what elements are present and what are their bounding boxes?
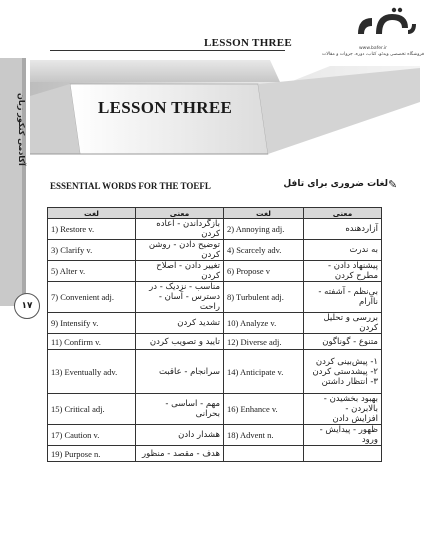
pen-icon: ✎ (388, 179, 398, 191)
meaning-line: هشدار دادن (178, 430, 220, 440)
word-cell: 18) Advent n. (224, 425, 304, 446)
table-row (48, 313, 382, 334)
header-lesson-label: LESSON THREE (204, 37, 293, 49)
meaning-line: آزاردهنده (345, 224, 378, 234)
meaning-cell (304, 261, 382, 282)
table-row (48, 282, 382, 313)
meaning-line: هدف - مقصد - منظور (142, 448, 220, 459)
banner-title: LESSON THREE (98, 98, 233, 117)
meaning-line: ۲- پیشدستی کردن (312, 366, 378, 377)
word-cell: 1) Restore v. (48, 219, 136, 240)
section-title-en: ESSENTIAL WORDS FOR THE TOEFL (50, 181, 211, 191)
meaning-cell (136, 334, 224, 350)
meaning-line: بازگرداندن - اعاده کردن (156, 219, 220, 239)
meaning-line: بررسی و تحلیل کردن (323, 313, 378, 333)
word-cell: 9) Intensify v. (48, 313, 136, 334)
meaning-line: ۳- انتظار داشتن (321, 376, 378, 387)
meaning-line: پیشنهاد دادن - مطرح کردن (327, 261, 378, 281)
word-cell: 6) Propose v (224, 261, 304, 282)
meaning-line: توضیح دادن - روشن کردن (148, 240, 220, 260)
meaning-cell (136, 394, 224, 425)
meaning-cell (304, 282, 382, 313)
meaning-line: سرانجام - عاقبت (159, 366, 220, 377)
table-row (48, 240, 382, 261)
logo-site: www.bafer.ir (359, 46, 387, 51)
meaning-cell (304, 425, 382, 446)
side-title: آکادمی کنکور زبان (17, 92, 26, 166)
meaning-cell (136, 282, 224, 313)
logo-tagline: فروشگاه تخصصی ویدئو، کتاب، دوره، جزوات و مقالات (321, 52, 424, 57)
meaning-cell (136, 425, 224, 446)
word-cell: 12) Diverse adj. (224, 334, 304, 350)
word-cell: 14) Anticipate v. (224, 350, 304, 394)
meaning-line: افزایش دادن (332, 414, 378, 424)
meaning-cell (136, 240, 224, 261)
header-word-1: لغت (48, 208, 136, 219)
meaning-line: مهم - اساسی - بحرانی (165, 399, 220, 419)
table-row (48, 334, 382, 350)
word-cell (224, 446, 304, 462)
meaning-cell (304, 240, 382, 261)
header-meaning-2: معنی (304, 208, 382, 219)
meaning-cell (304, 350, 382, 394)
word-cell: 3) Clarify v. (48, 240, 136, 261)
word-cell: 2) Annoying adj. (224, 219, 304, 240)
word-cell: 10) Analyze v. (224, 313, 304, 334)
meaning-cell (304, 313, 382, 334)
word-cell: 7) Convenient adj. (48, 282, 136, 313)
word-cell: 15) Critical adj. (48, 394, 136, 425)
meaning-cell (136, 261, 224, 282)
word-cell: 17) Caution v. (48, 425, 136, 446)
meaning-cell (304, 394, 382, 425)
table-row (48, 425, 382, 446)
meaning-cell (136, 350, 224, 394)
header-meaning-1: معنی (136, 208, 224, 219)
vocabulary-table (47, 207, 382, 462)
meaning-line: تایید و تصویب کردن (149, 336, 220, 347)
section-title-fa: لغات ضروری برای تافل (283, 179, 388, 189)
word-cell: 4) Scarcely adv. (224, 240, 304, 261)
meaning-line: بهبود بخشیدن - بالابردن - (323, 394, 378, 414)
meaning-cell (136, 313, 224, 334)
meaning-line: دسترس - آسان - راحت (158, 292, 220, 312)
meaning-cell (136, 219, 224, 240)
word-cell: 16) Enhance v. (224, 394, 304, 425)
table-row (48, 394, 382, 425)
meaning-cell (304, 219, 382, 240)
meaning-cell (136, 446, 224, 462)
table-row (48, 446, 382, 462)
word-cell: 19) Purpose n. (48, 446, 136, 462)
meaning-line: ظهور - پیدایش - ورود (319, 425, 378, 445)
meaning-line: به ندرت (349, 245, 378, 255)
meaning-line: مناسب - نزدیک - در (149, 282, 220, 292)
page-number: ۱۷ (14, 293, 40, 319)
meaning-line: بی‌نظم - آشفته - ناآرام (318, 287, 378, 307)
word-cell: 5) Alter v. (48, 261, 136, 282)
bafer-logo (350, 4, 420, 44)
meaning-cell (304, 334, 382, 350)
table-row (48, 219, 382, 240)
table-row (48, 261, 382, 282)
meaning-line: متنوع - گوناگون (322, 336, 378, 347)
table-header-row (48, 208, 382, 219)
meaning-line: تشدید کردن (177, 318, 220, 328)
meaning-cell (304, 446, 382, 462)
word-cell: 8) Turbulent adj. (224, 282, 304, 313)
header-rule (50, 50, 285, 51)
meaning-line: تغییر دادن - اصلاح کردن (156, 261, 220, 281)
word-cell: 11) Confirm v. (48, 334, 136, 350)
meaning-line: ۱- پیش‌بینی کردن (315, 356, 378, 367)
header-word-2: لغت (224, 208, 304, 219)
table-row (48, 350, 382, 394)
word-cell: 13) Eventually adv. (48, 350, 136, 394)
